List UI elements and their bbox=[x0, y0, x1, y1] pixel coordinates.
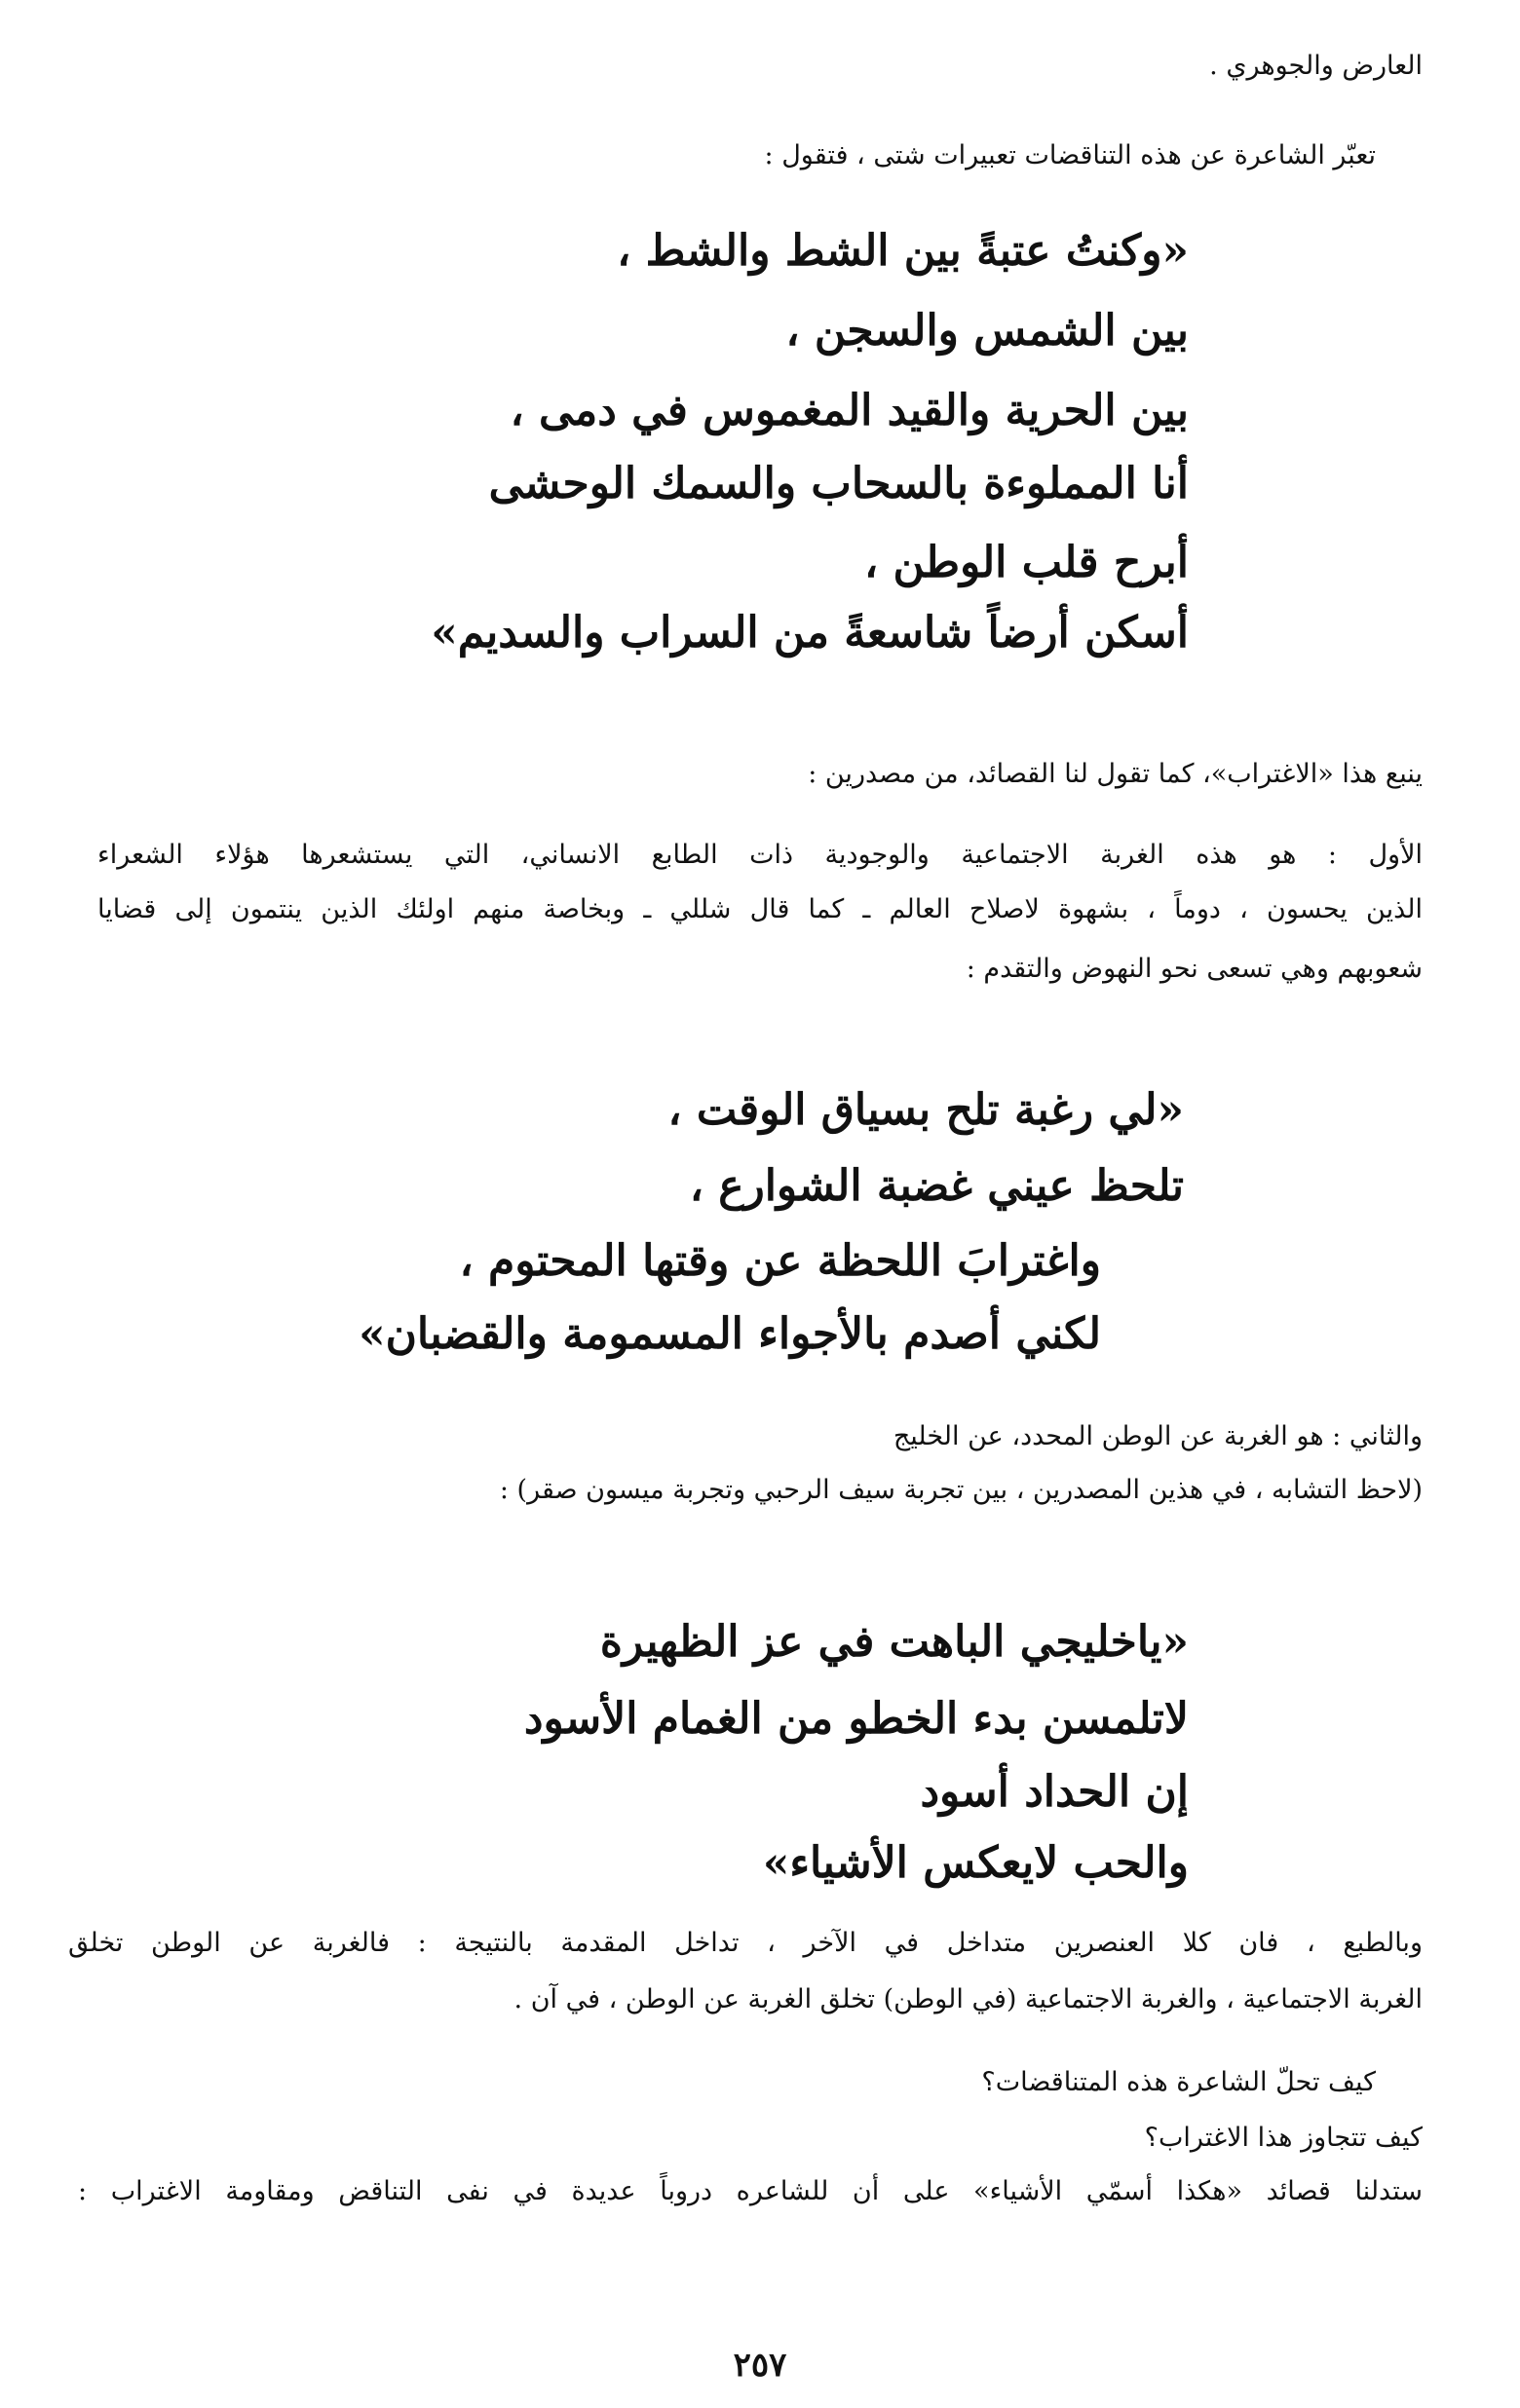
verse-line: والحب لايعكس الأشياء» bbox=[762, 1838, 1189, 1888]
text-line: تعبّر الشاعرة عن هذه التناقضات تعبيرات شتى ، فتقول : bbox=[764, 140, 1376, 170]
verse-line: «وكنتُ عتبةً بين الشط والشط ، bbox=[617, 226, 1189, 276]
text-line: شعوبهم وهي تسعى نحو النهوض والتقدم : bbox=[966, 954, 1423, 984]
text-line: (لاحظ التشابه ، في هذين المصدرين ، بين تجربة سيف الرحبي وتجربة ميسون صقر) : bbox=[499, 1475, 1423, 1505]
verse-line: واغترابَ اللحظة عن وقتها المحتوم ، bbox=[459, 1236, 1101, 1286]
text-line: والثاني : هو الغربة عن الوطن المحدد، عن الخليج bbox=[893, 1421, 1423, 1451]
verse-line: تلحظ عيني غضبة الشوارع ، bbox=[689, 1161, 1184, 1211]
verse-line: أنا المملوءة بالسحاب والسمك الوحشى bbox=[488, 459, 1189, 508]
verse-line: بين الشمس والسجن ، bbox=[785, 306, 1189, 356]
verse-line: «ياخليجي الباهت في عز الظهيرة bbox=[599, 1617, 1189, 1667]
text-line: كيف تحلّ الشاعرة هذه المتناقضات؟ bbox=[981, 2067, 1376, 2097]
text-line: الأول : هو هذه الغربة الاجتماعية والوجودية ذات الطابع الانساني، التي يستشعرها هؤلاء الشعراء bbox=[97, 840, 1423, 870]
verse-line: أبرح قلب الوطن ، bbox=[864, 538, 1189, 587]
text-line: الذين يحسون ، دوماً ، بشهوة لاصلاح العالم ـ كما قال شللي ـ وبخاصة منهم اولئك الذين ينتمون إلى قضايا bbox=[97, 894, 1423, 924]
text-line: ستدلنا قصائد «هكذا أسمّي الأشياء» على أن للشاعره دروباً عديدة في نفى التناقض ومقاومة الاغتراب : bbox=[78, 2176, 1423, 2206]
text-line: ينبع هذا «الاغتراب»، كما تقول لنا القصائد، من مصدرين : bbox=[808, 759, 1423, 789]
page-number: ٢٥٧ bbox=[733, 2346, 787, 2385]
verse-line: لاتلمسن بدء الخطو من الغمام الأسود bbox=[523, 1694, 1189, 1744]
verse-line: أسكن أرضاً شاسعةً من السراب والسديم» bbox=[431, 608, 1189, 658]
text-line: وبالطبع ، فان كلا العنصرين متداخل في الآخر ، تداخل المقدمة بالنتيجة : فالغربة عن الوطن تخلق bbox=[68, 1928, 1423, 1958]
verse-line: إن الحداد أسود bbox=[920, 1767, 1189, 1817]
text-line: العارض والجوهري . bbox=[1209, 51, 1423, 81]
verse-line: بين الحرية والقيد المغموس في دمى ، bbox=[510, 386, 1189, 435]
verse-line: لكني أصدم بالأجواء المسمومة والقضبان» bbox=[359, 1309, 1101, 1359]
verse-line: «لي رغبة تلح بسياق الوقت ، bbox=[667, 1085, 1184, 1135]
text-line: الغربة الاجتماعية ، والغربة الاجتماعية (في الوطن) تخلق الغربة عن الوطن ، في آن . bbox=[513, 1984, 1423, 2014]
text-line: كيف تتجاوز هذا الاغتراب؟ bbox=[1144, 2123, 1423, 2153]
